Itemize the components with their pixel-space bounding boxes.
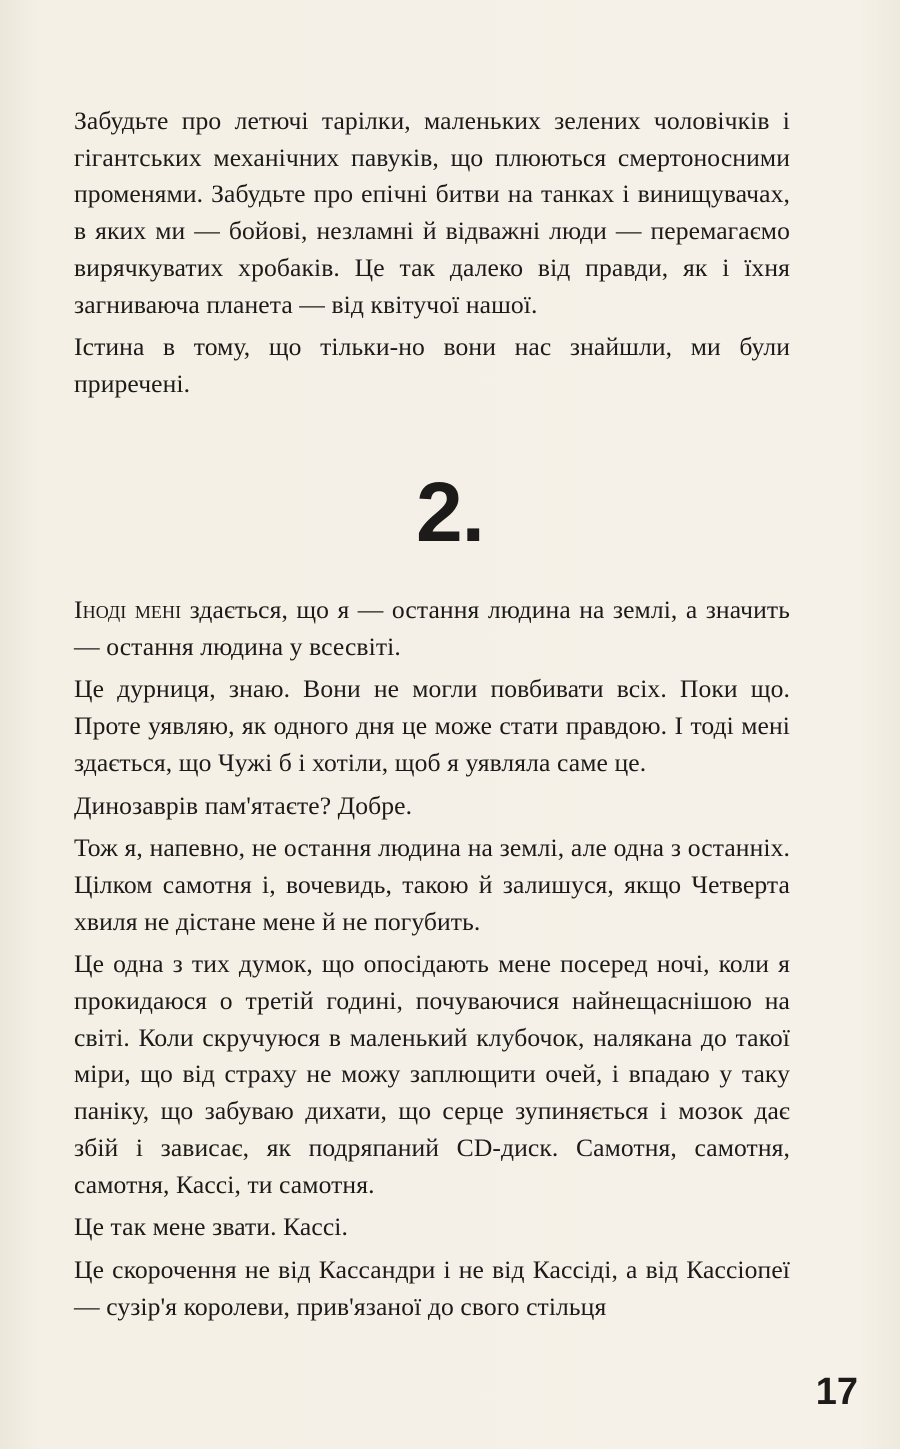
paragraph: Істина в тому, що тільки-но вони нас знайшли, ми були приречені. (74, 332, 790, 398)
paragraph: Це скорочення не від Кассандри і не від Кассіді, а від Кассіопеї — сузір'я королеви, прив'язаної до свого стільця (74, 1254, 790, 1321)
paragraph: Це одна з тих думок, що опосідають мене посеред ночі, коли я прокидаюся о третій годині, почуваючися найнещаснішою на світі. Коли скручуюся в маленький клубочок, налякана до такої міри, що від страху не можу заплющити очей, і впадаю у таку паніку, що забуваю дихати, що серце зупиняється і мозок дає збій і зависає, як подряпаний CD-диск. Самотня, самотня, самотня, Кассі, ти самотня. (74, 949, 790, 1199)
opening-paragraph (74, 592, 790, 665)
paragraph: Це дурниця, знаю. Вони не могли повбивати всіх. Поки що. Проте уявляю, як одного дня це може стати правдою. І тоді мені здається, що Чужі б і хотіли, щоб я уявляла саме це. (74, 674, 790, 777)
section-1-text (74, 103, 790, 409)
paragraph: Динозаврів пам'ятаєте? Добре. (74, 790, 413, 820)
opening-text: здається, що я — остання людина на землі, а значить — остання людина у всесвіті. (74, 595, 790, 661)
chapter-number: 2. (415, 465, 485, 559)
paragraph: Тож я, напевно, не остання людина на землі, але одна з останніх. Цілком самотня і, вочевидь, такою й залишуся, якщо Четверта хвиля не дістане мене й не погубить. (74, 833, 790, 936)
page-number: 17 (815, 1371, 858, 1413)
section-2-text (74, 592, 790, 1331)
paragraph: Забудьте про летючі тарілки, маленьких зелених чоловічків і гігантських механічних павуків, що плюються смертоносними променями. Забудьте про епічні битви на танках і винищувачах, в яких ми — бойові, незламні й відважні люди — перемагаємо вирячкуватих хробаків. Це так далеко від правди, як і їхня загниваюча планета — від квітучої нашої. (74, 106, 790, 319)
opening-words: Іноді мені (74, 595, 182, 624)
paragraph: Це так мене звати. Кассі. (74, 1212, 348, 1242)
